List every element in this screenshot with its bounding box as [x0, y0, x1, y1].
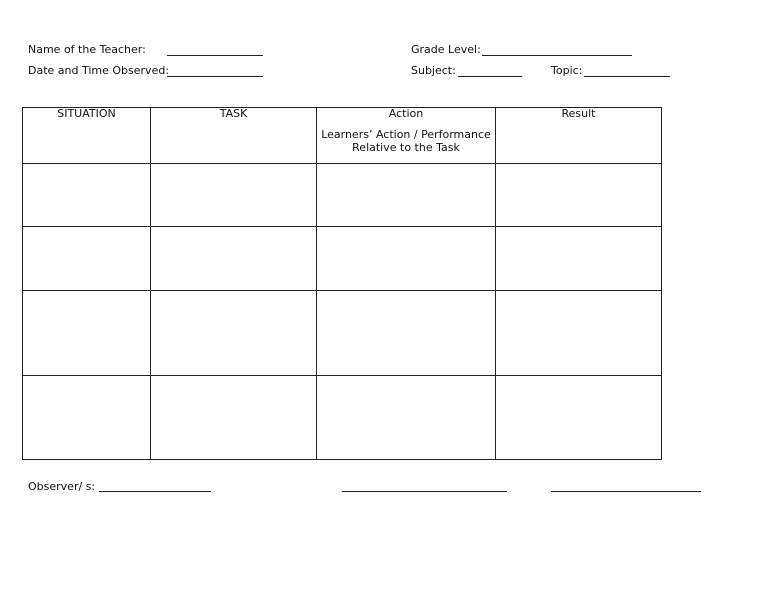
header-action-subtitle: Learners’ Action / Performance Relative to the Task — [321, 128, 491, 154]
header-situation — [23, 108, 151, 164]
cell-result[interactable] — [496, 227, 662, 291]
header-situation-label: SITUATION — [57, 107, 116, 120]
subject-blank[interactable] — [458, 76, 522, 77]
cell-result[interactable] — [496, 291, 662, 376]
cell-task[interactable] — [151, 227, 317, 291]
table-row — [23, 227, 662, 291]
date-observed-label: Date and Time Observed: — [28, 64, 170, 77]
teacher-blank[interactable] — [167, 55, 263, 56]
header-action — [317, 108, 496, 164]
grade-level-label: Grade Level: — [411, 43, 481, 56]
cell-result[interactable] — [496, 164, 662, 227]
cell-situation[interactable] — [23, 291, 151, 376]
cell-action[interactable] — [317, 164, 496, 227]
observation-table — [22, 107, 662, 460]
cell-action[interactable] — [317, 227, 496, 291]
cell-situation[interactable] — [23, 164, 151, 227]
cell-task[interactable] — [151, 291, 317, 376]
cell-situation[interactable] — [23, 376, 151, 460]
observer-label: Observer/ s: — [28, 480, 96, 493]
topic-blank[interactable] — [584, 76, 670, 77]
cell-result[interactable] — [496, 376, 662, 460]
grade-level-blank[interactable] — [482, 55, 632, 56]
subject-label: Subject: — [411, 64, 456, 77]
observer-blank-3[interactable] — [551, 491, 701, 492]
header-task — [151, 108, 317, 164]
header-task-label: TASK — [219, 107, 248, 120]
header-action-label: Action — [388, 107, 424, 120]
table-header-row — [23, 108, 662, 164]
cell-action[interactable] — [317, 291, 496, 376]
cell-action[interactable] — [317, 376, 496, 460]
teacher-label: Name of the Teacher: — [28, 43, 146, 56]
topic-label: Topic: — [551, 64, 583, 77]
observer-blank-2[interactable] — [342, 491, 507, 492]
table-row — [23, 164, 662, 227]
observer-blank-1[interactable] — [99, 491, 211, 492]
cell-task[interactable] — [151, 164, 317, 227]
cell-situation[interactable] — [23, 227, 151, 291]
table-row — [23, 291, 662, 376]
date-observed-blank[interactable] — [167, 76, 263, 77]
header-result-label: Result — [561, 107, 596, 120]
cell-task[interactable] — [151, 376, 317, 460]
header-result — [496, 108, 662, 164]
table-row — [23, 376, 662, 460]
